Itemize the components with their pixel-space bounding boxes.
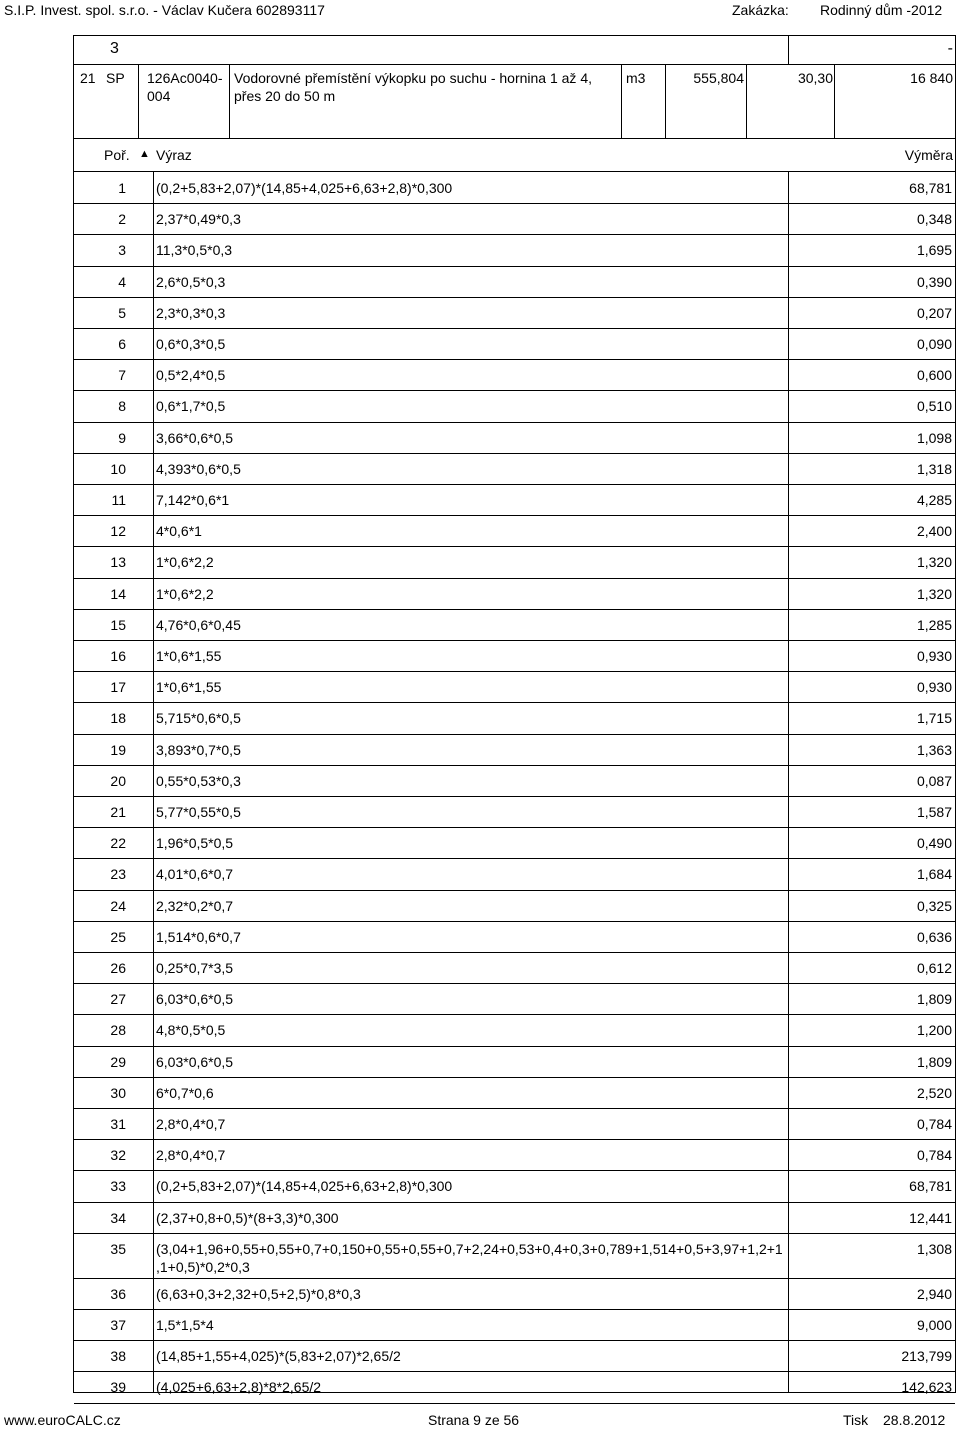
footer-print-date: 28.8.2012 bbox=[883, 1412, 946, 1428]
row-expression: 4,76*0,6*0,45 bbox=[156, 616, 241, 633]
table-row bbox=[74, 640, 955, 672]
section-divider bbox=[788, 36, 789, 64]
row-value: 1,318 bbox=[916, 460, 952, 477]
row-number: 33 bbox=[110, 1178, 126, 1195]
row-number: 21 bbox=[110, 804, 126, 820]
item-divider-1 bbox=[138, 65, 139, 139]
row-value: 0,600 bbox=[916, 367, 952, 384]
item-divider-3 bbox=[621, 65, 622, 139]
measure-table bbox=[74, 139, 955, 1396]
row-expression: (6,63+0,3+2,32+0,5+2,5)*0,8*0,3 bbox=[156, 1285, 361, 1302]
company-name: S.I.P. Invest. spol. s.r.o. - Václav Kučera 602893117 bbox=[4, 2, 325, 18]
table-row bbox=[74, 422, 955, 454]
row-value: 1,809 bbox=[916, 991, 952, 1008]
row-number: 39 bbox=[110, 1379, 126, 1396]
row-expression: (14,85+1,55+4,025)*(5,83+2,07)*2,65/2 bbox=[156, 1348, 401, 1365]
table-row bbox=[74, 390, 955, 422]
row-expression: 1,514*0,6*0,7 bbox=[156, 928, 241, 945]
zakazka-value: Rodinný dům -2012 bbox=[820, 2, 943, 18]
table-row bbox=[74, 484, 955, 516]
row-value: 1,200 bbox=[916, 1022, 952, 1039]
table-row bbox=[74, 172, 955, 204]
table-row bbox=[74, 1108, 955, 1140]
row-expression: 2,8*0,4*0,7 bbox=[156, 1147, 226, 1164]
row-expression: (0,2+5,83+2,07)*(14,85+4,025+6,63+2,8)*0,300 bbox=[156, 1178, 453, 1195]
row-number: 12 bbox=[110, 523, 126, 540]
row-number: 7 bbox=[118, 367, 126, 384]
row-value: 68,781 bbox=[909, 1178, 952, 1195]
row-expression: 0,6*1,7*0,5 bbox=[156, 398, 226, 415]
item-quantity: 555,804 bbox=[693, 70, 744, 86]
item-code: 126Ac0040-004 bbox=[147, 70, 223, 104]
row-expression: 11,3*0,5*0,3 bbox=[156, 242, 233, 259]
row-expression: 5,715*0,6*0,5 bbox=[156, 710, 241, 727]
row-expression: (3,04+1,96+0,55+0,55+0,7+0,150+0,55+0,55+0,7+2,24+0,53+0,4+0,3+0,789+1,514+0,5+3,97+1,2+1,1+0,5)*0,2*0,3 bbox=[156, 1240, 783, 1275]
row-number: 4 bbox=[118, 273, 126, 290]
table-row bbox=[74, 858, 955, 890]
item-row bbox=[74, 65, 955, 139]
row-number: 14 bbox=[110, 585, 126, 602]
section-dash: - bbox=[947, 40, 953, 57]
row-value: 0,784 bbox=[916, 1116, 952, 1132]
table-row bbox=[74, 1371, 955, 1403]
row-number: 24 bbox=[110, 897, 126, 914]
row-expression: 1*0,6*1,55 bbox=[156, 648, 222, 664]
row-value: 1,285 bbox=[916, 616, 952, 633]
row-value: 0,090 bbox=[916, 336, 952, 352]
table-row bbox=[74, 1014, 955, 1046]
col-vymera-header: Výměra bbox=[904, 147, 953, 163]
table-row bbox=[74, 359, 955, 391]
row-value: 142,623 bbox=[901, 1379, 952, 1396]
table-row bbox=[74, 796, 955, 828]
row-value: 2,520 bbox=[916, 1084, 952, 1101]
row-value: 0,930 bbox=[916, 679, 952, 696]
table-row bbox=[74, 1233, 955, 1279]
row-expression: 4,01*0,6*0,7 bbox=[156, 866, 234, 883]
row-number: 34 bbox=[110, 1209, 126, 1226]
row-number: 5 bbox=[118, 304, 126, 321]
table-row bbox=[74, 983, 955, 1015]
row-number: 27 bbox=[110, 991, 126, 1008]
row-value: 2,940 bbox=[916, 1285, 952, 1302]
row-expression: 2,32*0,2*0,7 bbox=[156, 897, 234, 914]
row-expression: (2,37+0,8+0,5)*(8+3,3)*0,300 bbox=[156, 1209, 339, 1226]
item-unit-price: 30,30 bbox=[797, 70, 833, 86]
row-value: 0,490 bbox=[916, 835, 952, 852]
row-expression: 4*0,6*1 bbox=[156, 523, 202, 540]
item-poradi: 21 bbox=[80, 70, 96, 86]
row-expression: 2,8*0,4*0,7 bbox=[156, 1116, 226, 1132]
row-expression: 4,393*0,6*0,5 bbox=[156, 460, 241, 477]
col-poradi-header: Poř. bbox=[104, 147, 130, 163]
row-value: 0,348 bbox=[916, 211, 952, 228]
table-row bbox=[74, 515, 955, 547]
table-row bbox=[74, 1046, 955, 1078]
row-value: 1,695 bbox=[916, 242, 952, 259]
col-vyraz-header: Výraz bbox=[156, 147, 192, 163]
row-number: 1 bbox=[118, 180, 126, 196]
row-expression: 1*0,6*1,55 bbox=[156, 679, 222, 696]
row-number: 16 bbox=[110, 648, 126, 664]
footer-website: www.euroCALC.cz bbox=[4, 1412, 121, 1428]
row-value: 0,784 bbox=[916, 1147, 952, 1164]
row-value: 0,510 bbox=[916, 398, 952, 415]
row-expression: (0,2+5,83+2,07)*(14,85+4,025+6,63+2,8)*0,300 bbox=[156, 180, 453, 196]
row-value: 1,098 bbox=[916, 429, 952, 446]
row-value: 213,799 bbox=[901, 1348, 952, 1365]
table-row bbox=[74, 952, 955, 984]
zakazka-label: Zakázka: bbox=[732, 2, 789, 18]
row-number: 17 bbox=[110, 679, 126, 696]
estimate-sheet bbox=[73, 35, 956, 1396]
row-expression: 6,03*0,6*0,5 bbox=[156, 1053, 234, 1070]
item-divider-2 bbox=[229, 65, 230, 139]
table-row bbox=[74, 266, 955, 298]
row-number: 2 bbox=[118, 211, 126, 228]
table-row bbox=[74, 702, 955, 734]
row-number: 3 bbox=[118, 242, 126, 259]
table-row bbox=[74, 328, 955, 360]
row-number: 25 bbox=[110, 928, 126, 945]
row-expression: 1,96*0,5*0,5 bbox=[156, 835, 234, 852]
row-number: 30 bbox=[110, 1084, 126, 1101]
section-bar bbox=[74, 36, 955, 65]
item-type: SP bbox=[106, 70, 125, 86]
table-row bbox=[74, 1340, 955, 1372]
row-number: 22 bbox=[110, 835, 126, 852]
row-expression: 1*0,6*2,2 bbox=[156, 554, 214, 571]
row-number: 38 bbox=[110, 1348, 126, 1365]
table-row bbox=[74, 827, 955, 859]
table-row bbox=[74, 765, 955, 797]
row-value: 68,781 bbox=[909, 180, 952, 196]
row-number: 26 bbox=[110, 960, 126, 976]
table-row bbox=[74, 234, 955, 266]
row-value: 0,207 bbox=[916, 304, 952, 321]
row-value: 12,441 bbox=[909, 1209, 952, 1226]
table-row bbox=[74, 1309, 955, 1341]
row-number: 36 bbox=[110, 1285, 126, 1302]
row-value: 1,320 bbox=[916, 585, 952, 602]
row-value: 4,285 bbox=[916, 492, 952, 508]
table-row bbox=[74, 453, 955, 485]
table-row bbox=[74, 1139, 955, 1171]
row-value: 0,636 bbox=[916, 928, 952, 945]
row-expression: 2,37*0,49*0,3 bbox=[156, 211, 241, 228]
row-expression: 1*0,6*2,2 bbox=[156, 585, 214, 602]
page-header bbox=[0, 0, 960, 20]
row-expression: 7,142*0,6*1 bbox=[156, 492, 230, 508]
table-row bbox=[74, 734, 955, 766]
table-row bbox=[74, 890, 955, 922]
row-number: 31 bbox=[110, 1116, 126, 1132]
row-expression: 0,5*2,4*0,5 bbox=[156, 367, 226, 384]
table-row bbox=[74, 609, 955, 641]
table-row bbox=[74, 546, 955, 578]
item-description: Vodorovné přemístění výkopku po suchu - hornina 1 až 4, přes 20 do 50 m bbox=[234, 70, 592, 104]
row-expression: 0,55*0,53*0,3 bbox=[156, 772, 241, 789]
row-expression: 0,6*0,3*0,5 bbox=[156, 336, 226, 352]
footer-page: Strana 9 ze 56 bbox=[428, 1412, 520, 1428]
row-value: 1,363 bbox=[916, 741, 952, 758]
row-expression: 6,03*0,6*0,5 bbox=[156, 991, 234, 1008]
row-value: 1,587 bbox=[916, 804, 952, 820]
row-expression: 2,3*0,3*0,3 bbox=[156, 304, 226, 321]
row-value: 9,000 bbox=[916, 1317, 952, 1333]
row-number: 13 bbox=[110, 554, 126, 571]
row-expression: 1,5*1,5*4 bbox=[156, 1317, 214, 1333]
row-number: 20 bbox=[110, 772, 126, 789]
table-row bbox=[74, 1202, 955, 1234]
row-number: 15 bbox=[110, 616, 126, 633]
item-total: 16 840 bbox=[910, 70, 953, 86]
footer-print-label: Tisk bbox=[843, 1412, 869, 1428]
row-number: 32 bbox=[110, 1147, 126, 1164]
row-value: 0,930 bbox=[916, 648, 952, 664]
row-value: 2,400 bbox=[916, 523, 952, 540]
table-row bbox=[74, 297, 955, 329]
table-row bbox=[74, 203, 955, 235]
table-row bbox=[74, 921, 955, 953]
table-row bbox=[74, 1278, 955, 1310]
sort-up-icon[interactable]: ▲ bbox=[139, 148, 150, 160]
row-number: 28 bbox=[110, 1022, 126, 1039]
row-expression: 3,893*0,7*0,5 bbox=[156, 741, 241, 758]
row-number: 35 bbox=[110, 1240, 126, 1257]
page-footer bbox=[0, 1408, 960, 1428]
row-value: 0,087 bbox=[916, 772, 952, 789]
row-number: 29 bbox=[110, 1053, 126, 1070]
row-expression: 5,77*0,55*0,5 bbox=[156, 804, 241, 820]
row-value: 1,809 bbox=[916, 1053, 952, 1070]
row-number: 9 bbox=[118, 429, 126, 446]
row-value: 0,390 bbox=[916, 273, 952, 290]
row-expression: 2,6*0,5*0,3 bbox=[156, 273, 226, 290]
row-value: 0,612 bbox=[916, 960, 952, 976]
row-number: 10 bbox=[110, 460, 126, 477]
row-expression: (4,025+6,63+2,8)*8*2,65/2 bbox=[156, 1379, 322, 1396]
row-number: 11 bbox=[111, 492, 126, 508]
row-value: 1,684 bbox=[916, 866, 952, 883]
section-number: 3 bbox=[110, 40, 119, 57]
table-row bbox=[74, 671, 955, 703]
row-value: 0,325 bbox=[916, 897, 952, 914]
row-number: 8 bbox=[118, 398, 126, 415]
row-number: 23 bbox=[110, 866, 126, 883]
row-expression: 4,8*0,5*0,5 bbox=[156, 1022, 226, 1039]
row-number: 18 bbox=[110, 710, 126, 727]
row-expression: 6*0,7*0,6 bbox=[156, 1084, 214, 1101]
row-value: 1,320 bbox=[916, 554, 952, 571]
table-row bbox=[74, 578, 955, 610]
item-unit: m3 bbox=[626, 70, 646, 86]
row-number: 37 bbox=[110, 1317, 126, 1333]
table-row bbox=[74, 1170, 955, 1202]
table-header bbox=[74, 139, 955, 172]
row-expression: 3,66*0,6*0,5 bbox=[156, 429, 234, 446]
row-value: 1,308 bbox=[916, 1240, 952, 1257]
table-row bbox=[74, 1077, 955, 1109]
row-value: 1,715 bbox=[916, 710, 952, 727]
row-number: 6 bbox=[118, 336, 126, 352]
row-number: 19 bbox=[110, 741, 126, 758]
row-expression: 0,25*0,7*3,5 bbox=[156, 960, 234, 976]
